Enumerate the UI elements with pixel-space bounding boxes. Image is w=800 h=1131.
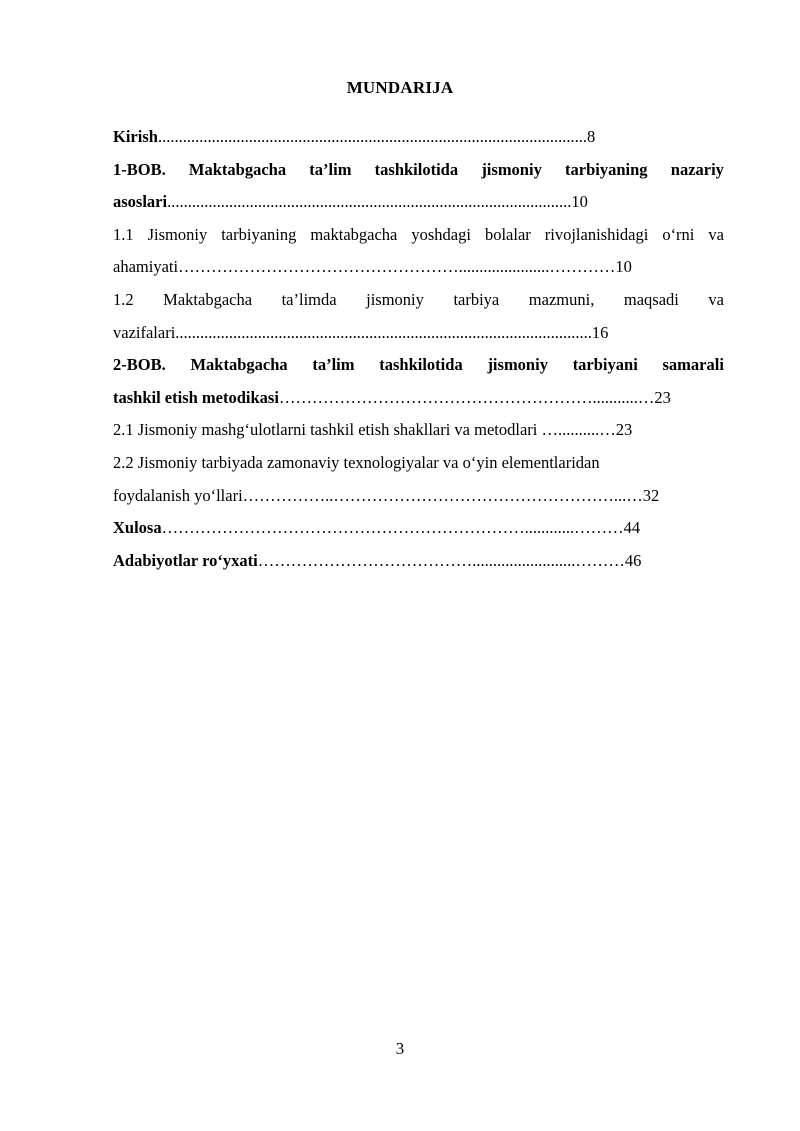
toc-page-number: 10 <box>615 257 632 277</box>
toc-word: jismoniy <box>481 159 542 179</box>
toc-word: maktabgacha <box>310 224 398 244</box>
toc-page-number: 23 <box>654 387 671 407</box>
toc-line <box>113 320 724 345</box>
toc-line <box>113 548 724 573</box>
toc-word: bolalar <box>484 224 531 244</box>
toc-entry-s21 <box>113 417 724 442</box>
toc-entry-s11 <box>113 222 724 280</box>
toc-line <box>113 157 724 182</box>
toc-dot-leader: .................................................................................................. <box>167 192 572 212</box>
toc-word: ta’lim <box>312 355 355 375</box>
toc-word: tashkilotida <box>379 355 463 375</box>
toc-entry-title: vazifalari <box>113 322 176 342</box>
toc-word: nazariy <box>670 159 724 179</box>
toc-word: jismoniy <box>487 355 548 375</box>
toc-word: jismoniy <box>366 289 424 309</box>
toc-page-number: 46 <box>624 550 642 570</box>
toc-word: tarbiyaning <box>221 224 297 244</box>
toc-dot-leader: ..................................................................................................... <box>175 322 592 342</box>
toc-dot-leader: ………………………………….........................……… <box>257 550 625 570</box>
toc-word: Maktabgacha <box>188 159 287 179</box>
table-of-contents <box>113 124 724 580</box>
toc-word: va <box>708 289 724 309</box>
toc-page-number: 10 <box>571 192 588 212</box>
toc-entry-adabiyotlar <box>113 548 724 573</box>
toc-line <box>113 287 724 312</box>
toc-entry-title: Xulosa <box>113 518 162 538</box>
toc-page-number: 44 <box>623 518 641 538</box>
toc-word: tarbiyani <box>572 355 638 375</box>
toc-line <box>113 385 724 410</box>
toc-word: yoshdagi <box>411 224 471 244</box>
toc-word: 2-BOB. <box>113 355 166 375</box>
toc-line <box>113 417 724 442</box>
toc-entry-title: Kirish <box>113 127 158 146</box>
toc-dot-leader: ……………..……………………………………………...… <box>242 485 643 505</box>
toc-word: 1-BOB. <box>113 159 166 179</box>
toc-line <box>113 515 724 540</box>
toc-entry-title: ahamiyati <box>113 257 179 277</box>
toc-line <box>113 254 724 279</box>
toc-word: mazmuni, <box>528 289 595 309</box>
toc-entry-title: asoslari <box>113 192 168 212</box>
toc-entry-title: Adabiyotlar ro‘yxati <box>113 550 258 570</box>
toc-entry-bob2 <box>113 352 724 410</box>
toc-page-number: 23 <box>615 420 633 440</box>
toc-dot-leader: …………………………………………………...........… <box>278 387 655 407</box>
toc-dot-leader: ........................................................................................................ <box>157 127 587 146</box>
toc-word: o‘rni <box>662 224 695 244</box>
toc-word: Maktabgacha <box>163 289 253 309</box>
toc-line <box>113 124 724 149</box>
toc-entry-s22 <box>113 450 724 508</box>
toc-entry-xulosa <box>113 515 724 540</box>
toc-word: tashkilotida <box>374 159 459 179</box>
toc-page-number: 16 <box>591 322 609 342</box>
toc-page-number: 32 <box>642 485 660 505</box>
toc-word: tarbiya <box>453 289 500 309</box>
page-title: MUNDARIJA <box>346 78 454 97</box>
toc-word: va <box>708 224 724 244</box>
toc-word: samarali <box>662 355 724 375</box>
toc-line <box>113 189 724 214</box>
toc-word: tarbiyaning <box>565 159 648 179</box>
toc-word: maqsadi <box>623 289 679 309</box>
toc-line <box>113 352 724 377</box>
toc-word: 1.2 <box>113 289 134 309</box>
toc-word: ta’limda <box>281 289 337 309</box>
toc-entry-kirish <box>113 124 724 149</box>
toc-entry-title: 2.1 Jismoniy mashg‘ulotlarni tashkil etish shakllari va metodlari <box>113 420 538 440</box>
toc-line <box>113 483 724 508</box>
toc-dot-leader: ……………………………………………......................………… <box>178 257 616 277</box>
toc-page-number: 8 <box>586 127 596 146</box>
toc-entry-title: 2.2 Jismoniy tarbiyada zamonaviy texnologiyalar va o‘yin elementlaridan <box>113 452 600 472</box>
toc-line <box>113 450 724 475</box>
toc-line <box>113 222 724 247</box>
toc-dot-leader: …………………………………………………………............……… <box>161 518 624 538</box>
toc-entry-title: tashkil etish metodikasi <box>113 387 279 407</box>
toc-dot-leader: …..........… <box>537 420 616 440</box>
toc-entry-title: foydalanish yo‘llari <box>113 485 243 505</box>
page-number: 3 <box>395 1039 405 1058</box>
toc-word: 1.1 <box>113 224 134 244</box>
toc-word: rivojlanishidagi <box>544 224 649 244</box>
toc-entry-s12 <box>113 287 724 345</box>
toc-word: Jismoniy <box>147 224 208 244</box>
toc-word: Maktabgacha <box>190 355 288 375</box>
toc-entry-bob1 <box>113 157 724 215</box>
toc-word: ta’lim <box>309 159 352 179</box>
